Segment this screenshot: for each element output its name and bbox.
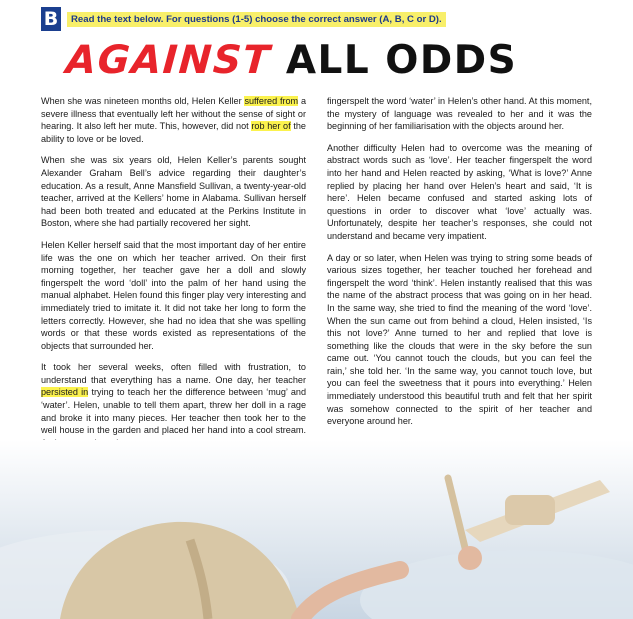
section-header (41, 6, 446, 32)
text-run: trying to teach her the difference between ‘mug’ and ‘water’. Helen, unable to tell them apart, threw her doll in a rage and broke it into many pieces. Her teacher then took her to the well house in the garden and placed her hand into a cool stream. (41, 387, 306, 436)
plane-body-icon (505, 495, 555, 525)
highlight-suffered-from: suffered from (244, 96, 299, 106)
hand-shape (458, 546, 482, 570)
highlight-rob-her-of: rob her of (251, 121, 291, 132)
text-run: It took her several weeks, often filled with frustration, to understand that everything has a name. One day, her teacher (41, 362, 306, 385)
title-part-2: ALL ODDS (285, 38, 518, 83)
paragraph-2: When she was six years old, Helen Keller’s parents sought Alexander Graham Bell’s advice regarding their daughter’s education. As a result, Anne Mansfield Sullivan, a twenty-year-old teacher, arrived at the Kellers’ home in Alabama. Sullivan herself had been both treated and educated at the Perkins Institute in Boston, where she had partially recovered her sight. (41, 155, 306, 229)
photo-illustration (0, 440, 633, 619)
title-part-1: AGAINST (64, 38, 273, 83)
paragraph-6: Another difficulty Helen had to overcome was the meaning of abstract words such as ‘love’. Her teacher fingerspelt the word into her hand and Helen reacted by asking, ‘What is love?’ Anne replied by placing her hand over Helen’s heart and said, ‘It is here’. Helen became confused and started asking lots of questions in order to discover what ‘love’ actually was. Unfortunately, despite her teacher’s responses, she could not understand and became very impatient. (327, 142, 592, 241)
paragraph-7: A day or so later, when Helen was trying to string some beads of various sizes together, her teacher touched her forehead and fingerspelt the word ‘think’. Helen instantly realised that this was the name of the abstract process that was going on in her head. In the same way, she tried to find the meaning of the word ‘love’. When the sun came out from behind a cloud, Helen insisted, ‘Is this not love?’ Anne turned to her and replied that love is something like the clouds that were in the sky before the sun came out. ‘You cannot touch the clouds, but you can feel the rain,’ she told her. ‘In the same way, you cannot touch love, but you can feel the sweetness that it pours into everything.’ Helen immediately understood this beautiful truth and felt that her spirit was somehow connected to the spirit of her teacher and everyone around her. (327, 252, 592, 427)
article-title (66, 36, 586, 86)
task-instruction: Read the text below. For questions (1-5) choose the correct answer (A, B, C or D). (67, 12, 446, 27)
section-badge: B (41, 7, 61, 31)
paragraph-4 (41, 361, 306, 449)
text-run: a severe illness that eventually left her without the sense of sight or hearing. It also left her mute. This, however, did not (41, 96, 307, 132)
text-column-left (41, 95, 306, 458)
paragraph-1 (41, 95, 306, 145)
paragraph-5: fingerspelt the word ‘water’ in Helen’s other hand. At this moment, the mystery of language was revealed to her and it was the beginning of her familiarisation with the objects around her. (327, 96, 592, 132)
text-column-right (327, 95, 592, 437)
text-run: the ability to love or be loved. (41, 121, 306, 144)
paragraph-3: Helen Keller herself said that the most important day of her entire life was the one on which her teacher arrived. On their first morning together, her teacher gave her a doll and slowly fingerspelt the word ‘doll’ into the palm of her hand using the manual alphabet. Helen found this finger play very interesting and immediately tried to imitate it. It did not take her long to form the letters correctly. However, she had no idea that she was spelling words or that these words existed as representations of the objects that surrounded her. (41, 239, 306, 351)
text-run: When she was nineteen months old, Helen Keller (41, 96, 245, 106)
girl-with-plane-photo (0, 440, 633, 619)
highlight-persisted-in: persisted in (41, 387, 89, 398)
